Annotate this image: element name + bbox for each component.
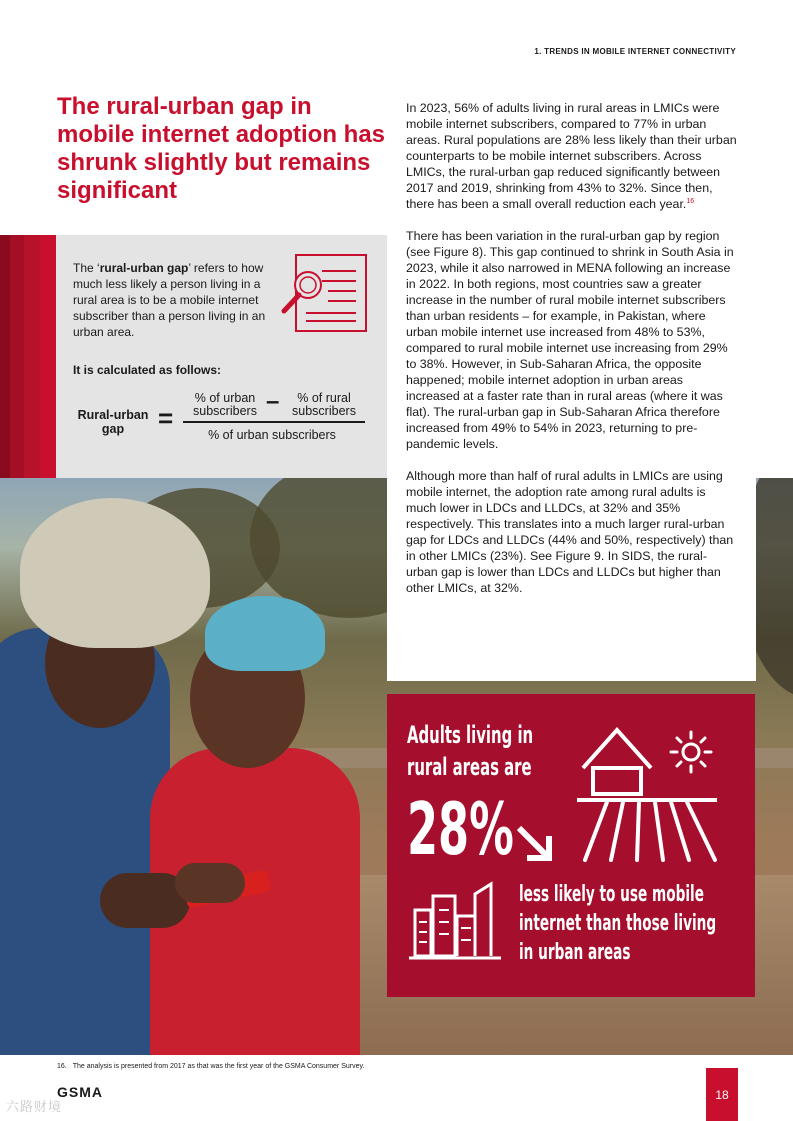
watermark: 六路财境	[6, 1099, 63, 1114]
body-paragraph: Although more than half of rural adults in LMICs are using mobile internet, the adoption rate among rural adults is much lower in LDCs and LLDCs, at 32% and 35% respectively. This translates into a much larger rural-urban gap for LDCs and LLDCs (44% and 50%, respectively) than in other LMICs (23%). See Figure 9. In SIDS, the rural-urban gap is lower than LDCs and LLDCs but higher than other LMICs, at 32%.	[406, 469, 734, 595]
footnote	[57, 1063, 364, 1070]
definition-term: rural-urban gap	[99, 261, 189, 275]
fraction-line	[183, 421, 365, 423]
photo-person-headscarf	[205, 596, 325, 671]
callout-stripe	[0, 235, 10, 478]
stat-line-2: rural areas are	[407, 753, 532, 781]
stat-line-5: in urban areas	[519, 940, 631, 965]
body-paragraph: There has been variation in the rural-urban gap by region (see Figure 8). This gap continued to shrink in South Asia in 2023, while it also narrowed in MENA following an increase in 2022. In both regions, most countries saw a greater increase in the number of rural mobile internet subscribers than urban residents – for example, in Pakistan, where urban mobile internet use increased from 48% to 53%, compared to rural mobile internet use increasing from 29% to 38%. However, in Sub-Saharan Africa, the opposite happened; mobile internet adoption in urban areas increased at a faster rate than in rural areas (where it was flat). The rural-urban gap in Sub-Saharan Africa therefore increased from 49% to 54% in 2023, returning to pre-pandemic levels.	[406, 229, 734, 451]
calc-label: It is calculated as follows:	[73, 363, 222, 377]
farmhouse-field-icon	[577, 722, 723, 868]
formula-equals: =	[158, 403, 174, 433]
body-paragraph-text: In 2023, 56% of adults living in rural areas in LMICs were mobile internet subscribers, compared to 77% in urban areas. Rural populations are 28% less likely than their urban counterparts to be mobile internet subscribers. Across LMICs, the rural-urban gap reduced significantly between 2017 and 2019, shrinking from 43% to 32%. Since then, there has been a small overall reduction each year.	[406, 101, 737, 211]
definition-post: ’ refers to how much less likely a person living in a rural area is to be a mobile internet subscriber than a person living in an urban area.	[73, 261, 266, 339]
formula-denominator: % of urban subscribers	[208, 428, 336, 442]
stat-box	[387, 694, 755, 997]
stat-line-3: less likely to use mobile	[519, 882, 704, 907]
definition-text	[73, 260, 278, 340]
definition-pre: The ‘	[73, 261, 100, 275]
footnote-number: 16.	[57, 1063, 67, 1070]
body-paragraph	[406, 100, 737, 212]
gsma-logo: GSMA	[57, 1084, 103, 1100]
photo-person-hat	[20, 498, 210, 648]
formula-numerator-rural: % of rural subscribers	[292, 391, 356, 418]
section-label: 1. TRENDS IN MOBILE INTERNET CONNECTIVITY	[534, 47, 736, 56]
arrow-down-right-icon	[513, 822, 555, 864]
formula-numerator-urban: % of urban subscribers	[193, 391, 257, 418]
photo-hand	[175, 863, 245, 903]
document-magnifier-icon	[278, 251, 370, 335]
stat-line-4: internet than those living	[519, 911, 717, 936]
footnote-text: The analysis is presented from 2017 as that was the first year of the GSMA Consumer Survey.	[72, 1063, 365, 1070]
page-title: The rural-urban gap in mobile internet adoption has shrunk slightly but remains significant	[57, 93, 386, 204]
definition-callout	[0, 235, 387, 478]
stat-value: 28%	[407, 787, 514, 871]
callout-stripe	[24, 235, 40, 478]
stat-line-1: Adults living in	[407, 721, 534, 749]
city-buildings-icon	[409, 880, 503, 966]
formula-minus: –	[266, 388, 280, 415]
callout-stripe	[10, 235, 24, 478]
formula-lhs: Rural-urban gap	[77, 408, 149, 436]
page-number: 18	[706, 1068, 738, 1121]
body-text-column	[387, 93, 756, 681]
callout-stripe	[40, 235, 56, 478]
footnote-ref[interactable]: 16	[686, 197, 695, 205]
